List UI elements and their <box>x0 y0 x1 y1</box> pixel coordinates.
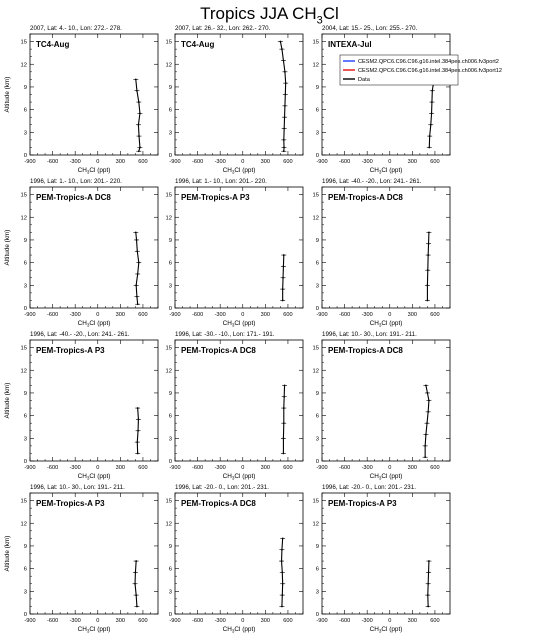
x-tick-label: -600 <box>338 159 351 165</box>
x-tick-label: 0 <box>241 159 245 165</box>
y-tick-label: 9 <box>315 543 319 550</box>
data-point <box>284 116 286 118</box>
data-point <box>136 606 138 608</box>
y-tick-label: 3 <box>168 436 172 443</box>
y-tick-label: 6 <box>315 566 319 573</box>
panel-7 <box>4 331 158 481</box>
panel-header: 1996, Lat: -20.- 0., Lon: 201.- 231. <box>175 484 269 491</box>
y-tick-label: 3 <box>315 130 319 137</box>
data-point <box>135 572 137 574</box>
data-point <box>283 422 285 424</box>
x-axis-label: $CH_3Cl$ (ppt) <box>77 473 111 481</box>
campaign-label: TC4-Aug <box>36 40 70 49</box>
data-point <box>424 445 426 447</box>
x-tick-label: 0 <box>96 618 100 624</box>
y-tick-label: 0 <box>23 459 27 465</box>
data-point <box>431 90 433 92</box>
plot-frame <box>30 340 158 461</box>
y-tick-label: 9 <box>315 390 319 397</box>
y-tick-label: 15 <box>312 192 319 199</box>
campaign-label: PEM-Tropics-A DC8 <box>328 193 403 202</box>
campaign-label: PEM-Tropics-A DC8 <box>36 193 111 202</box>
data-point <box>283 147 285 149</box>
panel-header: 1996, Lat: 10.- 30., Lon: 191.- 211. <box>322 331 417 338</box>
panel-4 <box>4 178 158 328</box>
x-tick-label: -900 <box>169 465 181 471</box>
panel-header: 2004, Lat: 15.- 25., Lon: 255.- 270. <box>322 25 418 32</box>
legend <box>340 55 502 85</box>
y-tick-label: 6 <box>168 260 172 267</box>
y-tick-label: 6 <box>315 260 319 267</box>
data-point <box>137 273 139 275</box>
y-tick-label: 6 <box>23 566 27 573</box>
x-tick-label: 0 <box>388 465 392 471</box>
data-point <box>283 139 285 141</box>
data-point <box>282 277 284 279</box>
data-point <box>430 124 432 126</box>
y-tick-label: 9 <box>23 84 27 91</box>
y-tick-label: 15 <box>165 498 172 505</box>
x-tick-label: -900 <box>316 618 328 624</box>
data-point <box>137 430 139 432</box>
x-tick-label: -300 <box>69 312 81 318</box>
x-tick-label: 0 <box>241 312 245 318</box>
x-tick-label: -600 <box>191 465 204 471</box>
y-tick-label: 3 <box>315 283 319 290</box>
plot-frame <box>322 187 450 308</box>
y-tick-label: 15 <box>312 498 319 505</box>
data-point <box>284 105 286 107</box>
panel-header: 1996, Lat: 1.- 10., Lon: 201.- 220. <box>175 178 267 185</box>
x-tick-label: 0 <box>388 618 392 624</box>
data-point <box>282 537 284 539</box>
y-tick-label: 3 <box>315 589 319 596</box>
y-tick-label: 6 <box>168 107 172 114</box>
campaign-label: INTEXA-Jul <box>328 40 372 49</box>
x-tick-label: -900 <box>316 312 328 318</box>
y-axis-label: Altitude (km) <box>4 229 11 266</box>
data-series-line <box>136 232 139 304</box>
x-tick-label: 300 <box>115 618 126 624</box>
x-tick-label: 300 <box>115 159 126 165</box>
y-tick-label: 6 <box>168 413 172 420</box>
x-tick-label: 300 <box>115 312 126 318</box>
y-tick-label: 15 <box>165 345 172 352</box>
x-tick-label: -900 <box>24 159 36 165</box>
data-point <box>135 231 137 233</box>
x-tick-label: 300 <box>115 465 126 471</box>
y-tick-label: 6 <box>168 566 172 573</box>
campaign-label: PEM-Tropics-A DC8 <box>181 499 256 508</box>
panel-header: 2007, Lat: 4.- 10., Lon: 272.- 278. <box>30 25 122 32</box>
x-tick-label: -300 <box>361 465 373 471</box>
data-point <box>135 560 137 562</box>
x-tick-label: -900 <box>169 618 181 624</box>
panel-10 <box>4 484 158 634</box>
y-tick-label: 9 <box>23 543 27 550</box>
data-point <box>281 606 283 608</box>
x-tick-label: 600 <box>283 159 293 165</box>
data-point <box>134 583 136 585</box>
y-tick-label: 15 <box>20 192 27 199</box>
x-tick-label: -600 <box>191 618 204 624</box>
panel-1 <box>4 25 158 175</box>
data-point <box>138 150 140 152</box>
y-axis-label: Altitude (km) <box>4 76 11 113</box>
data-point <box>281 48 283 50</box>
data-point <box>282 300 284 302</box>
y-tick-label: 12 <box>165 368 172 375</box>
data-point <box>281 549 283 551</box>
y-tick-label: 3 <box>168 589 172 596</box>
data-point <box>283 437 285 439</box>
y-axis-label: Altitude (km) <box>4 535 11 572</box>
x-tick-label: -300 <box>361 312 373 318</box>
data-point <box>284 384 286 386</box>
x-tick-label: -600 <box>191 159 204 165</box>
panel-header: 1996, Lat: -40.- -20., Lon: 241.- 261. <box>30 331 130 338</box>
y-tick-label: 0 <box>23 306 27 312</box>
x-tick-label: -300 <box>69 465 81 471</box>
y-tick-label: 12 <box>312 62 319 69</box>
y-tick-label: 9 <box>23 390 27 397</box>
y-tick-label: 12 <box>165 62 172 69</box>
plot-frame <box>322 34 450 155</box>
data-point <box>139 147 141 149</box>
y-tick-label: 15 <box>312 39 319 46</box>
legend-label: CESM2.QPC6.C96.C96.g16.intel.384pes.ch006.fv3port12 <box>358 68 502 75</box>
y-tick-label: 12 <box>20 62 27 69</box>
x-tick-label: -600 <box>46 312 59 318</box>
y-tick-label: 12 <box>20 215 27 222</box>
y-tick-label: 6 <box>23 107 27 114</box>
x-axis-label: $CH_3Cl$ (ppt) <box>369 473 403 481</box>
y-tick-label: 15 <box>312 345 319 352</box>
y-tick-label: 0 <box>315 153 319 159</box>
x-tick-label: 600 <box>430 465 440 471</box>
y-tick-label: 9 <box>168 390 172 397</box>
x-tick-label: -900 <box>169 159 181 165</box>
data-point <box>138 124 140 126</box>
x-tick-label: 600 <box>138 312 148 318</box>
x-axis-label: $CH_3Cl$ (ppt) <box>369 320 403 328</box>
x-tick-label: 600 <box>430 312 440 318</box>
y-tick-label: 3 <box>315 436 319 443</box>
data-point <box>138 101 140 103</box>
x-axis-label: $CH_3Cl$ (ppt) <box>369 167 403 175</box>
y-tick-label: 9 <box>315 237 319 244</box>
data-point <box>427 284 429 286</box>
x-tick-label: -300 <box>214 465 226 471</box>
y-tick-label: 15 <box>20 39 27 46</box>
y-tick-label: 0 <box>315 306 319 312</box>
y-tick-label: 0 <box>168 306 172 312</box>
legend-label: CESM2.QPC6.C96.C96.g16.intel.384pes.ch006.fv3port2 <box>358 59 499 66</box>
data-point <box>427 583 429 585</box>
y-tick-label: 0 <box>168 612 172 618</box>
y-tick-label: 9 <box>23 237 27 244</box>
data-point <box>427 606 429 608</box>
x-tick-label: 600 <box>430 618 440 624</box>
y-tick-label: 15 <box>20 498 27 505</box>
plot-frame <box>30 493 158 614</box>
y-tick-label: 0 <box>23 612 27 618</box>
y-tick-label: 9 <box>315 84 319 91</box>
data-point <box>138 262 140 264</box>
x-tick-label: 300 <box>407 312 418 318</box>
y-tick-label: 12 <box>20 521 27 528</box>
x-tick-label: -600 <box>46 159 59 165</box>
x-tick-label: -300 <box>214 312 226 318</box>
x-tick-label: -600 <box>338 618 351 624</box>
y-tick-label: 0 <box>315 459 319 465</box>
x-tick-label: 600 <box>138 465 148 471</box>
data-point <box>137 303 139 305</box>
panel-header: 1996, Lat: 1.- 10., Lon: 201.- 220. <box>30 178 122 185</box>
data-point <box>427 254 429 256</box>
y-tick-label: 9 <box>168 84 172 91</box>
y-tick-label: 3 <box>23 283 27 290</box>
x-tick-label: 0 <box>96 159 100 165</box>
data-point <box>427 411 429 413</box>
panel-5 <box>166 178 303 328</box>
data-point <box>283 150 285 152</box>
data-point <box>136 90 138 92</box>
y-tick-label: 12 <box>312 521 319 528</box>
data-point <box>135 594 137 596</box>
y-tick-label: 3 <box>168 283 172 290</box>
plot-frame <box>30 187 158 308</box>
panel-header: 1996, Lat: -30.- -10., Lon: 171.- 191. <box>175 331 275 338</box>
y-tick-label: 0 <box>168 459 172 465</box>
data-point <box>426 422 428 424</box>
data-point <box>280 41 282 43</box>
y-tick-label: 9 <box>168 543 172 550</box>
data-point <box>428 147 430 149</box>
y-tick-label: 15 <box>165 192 172 199</box>
x-tick-label: 0 <box>388 159 392 165</box>
plot-frame <box>175 187 303 308</box>
data-point <box>285 82 287 84</box>
campaign-label: PEM-Tropics-A P3 <box>36 346 105 355</box>
panel-header: 1996, Lat: -40.- -20., Lon: 241.- 261. <box>322 178 422 185</box>
x-tick-label: -300 <box>361 618 373 624</box>
y-tick-label: 6 <box>23 413 27 420</box>
panel-9 <box>313 331 450 481</box>
data-point <box>281 572 283 574</box>
x-axis-label: $CH_3Cl$ (ppt) <box>77 320 111 328</box>
y-tick-label: 12 <box>165 521 172 528</box>
data-point <box>135 284 137 286</box>
y-tick-label: 12 <box>20 368 27 375</box>
data-point <box>283 60 285 62</box>
x-tick-label: 600 <box>430 159 440 165</box>
data-point <box>135 78 137 80</box>
data-point <box>283 453 285 455</box>
x-tick-label: 0 <box>241 618 245 624</box>
data-point <box>281 594 283 596</box>
panel-3 <box>313 25 450 175</box>
panel-8 <box>166 331 303 481</box>
campaign-label: PEM-Tropics-A P3 <box>328 499 397 508</box>
y-tick-label: 3 <box>23 589 27 596</box>
data-point <box>283 128 285 130</box>
data-point <box>428 572 430 574</box>
data-point <box>283 407 285 409</box>
x-tick-label: -900 <box>169 312 181 318</box>
data-series-line <box>427 232 429 300</box>
y-tick-label: 12 <box>312 215 319 222</box>
x-tick-label: -600 <box>338 312 351 318</box>
x-tick-label: 300 <box>260 465 271 471</box>
data-point <box>136 250 138 252</box>
x-tick-label: 300 <box>407 159 418 165</box>
y-axis-label: Altitude (km) <box>4 382 11 419</box>
y-tick-label: 0 <box>23 153 27 159</box>
data-point <box>428 243 430 245</box>
x-tick-label: 0 <box>388 312 392 318</box>
x-axis-label: $CH_3Cl$ (ppt) <box>222 167 256 175</box>
data-series-line <box>429 83 433 147</box>
data-point <box>428 560 430 562</box>
data-point <box>427 594 429 596</box>
campaign-label: PEM-Tropics-A DC8 <box>328 346 403 355</box>
panel-header: 1996, Lat: 10.- 30., Lon: 191.- 211. <box>30 484 125 491</box>
x-tick-label: -900 <box>24 312 36 318</box>
panel-12 <box>313 484 450 634</box>
data-point <box>425 434 427 436</box>
plot-frame <box>322 493 450 614</box>
campaign-label: PEM-Tropics-A P3 <box>181 193 250 202</box>
x-tick-label: -300 <box>361 159 373 165</box>
data-point <box>425 384 427 386</box>
data-point <box>427 300 429 302</box>
data-point <box>431 113 433 115</box>
y-tick-label: 6 <box>315 107 319 114</box>
y-tick-label: 3 <box>23 436 27 443</box>
panel-11 <box>166 484 303 634</box>
data-point <box>429 135 431 137</box>
campaign-label: PEM-Tropics-A DC8 <box>181 346 256 355</box>
y-tick-label: 3 <box>23 130 27 137</box>
x-axis-label: $CH_3Cl$ (ppt) <box>77 167 111 175</box>
data-point <box>136 239 138 241</box>
x-tick-label: 300 <box>260 312 271 318</box>
x-tick-label: 600 <box>283 312 293 318</box>
data-point <box>283 396 285 398</box>
x-tick-label: 600 <box>283 465 293 471</box>
data-point <box>284 94 286 96</box>
x-tick-label: -900 <box>316 465 328 471</box>
plot-frame <box>175 493 303 614</box>
x-tick-label: -300 <box>214 159 226 165</box>
x-tick-label: 600 <box>138 618 148 624</box>
data-point <box>138 419 140 421</box>
x-tick-label: -600 <box>46 465 59 471</box>
y-tick-label: 15 <box>165 39 172 46</box>
y-tick-label: 0 <box>315 612 319 618</box>
data-point <box>283 266 285 268</box>
x-tick-label: -600 <box>191 312 204 318</box>
data-point <box>283 254 285 256</box>
panel-header: 1996, Lat: -20.- 0., Lon: 201.- 231. <box>322 484 416 491</box>
data-point <box>137 453 139 455</box>
x-axis-label: $CH_3Cl$ (ppt) <box>77 626 111 634</box>
data-point <box>282 583 284 585</box>
data-point <box>428 231 430 233</box>
panel-6 <box>313 178 450 328</box>
y-tick-label: 6 <box>23 260 27 267</box>
x-tick-label: 0 <box>96 465 100 471</box>
y-tick-label: 6 <box>315 413 319 420</box>
x-tick-label: -300 <box>214 618 226 624</box>
panel-header: 2007, Lat: 26.- 32., Lon: 262.- 270. <box>175 25 271 32</box>
y-tick-label: 0 <box>168 153 172 159</box>
x-tick-label: -600 <box>338 465 351 471</box>
x-axis-label: $CH_3Cl$ (ppt) <box>222 320 256 328</box>
data-point <box>427 269 429 271</box>
x-tick-label: 300 <box>407 465 418 471</box>
x-tick-label: -900 <box>316 159 328 165</box>
x-tick-label: 300 <box>260 159 271 165</box>
data-point <box>138 135 140 137</box>
x-tick-label: -900 <box>24 465 36 471</box>
y-tick-label: 12 <box>312 368 319 375</box>
y-tick-label: 12 <box>165 215 172 222</box>
data-point <box>424 456 426 458</box>
x-tick-label: 300 <box>407 618 418 624</box>
campaign-label: PEM-Tropics-A P3 <box>36 499 105 508</box>
x-tick-label: 0 <box>241 465 245 471</box>
data-series-line <box>283 385 284 453</box>
data-point <box>136 441 138 443</box>
campaign-label: TC4-Aug <box>181 40 215 49</box>
x-tick-label: 600 <box>283 618 293 624</box>
data-point <box>431 101 433 103</box>
data-point <box>284 71 286 73</box>
y-tick-label: 15 <box>20 345 27 352</box>
data-point <box>282 288 284 290</box>
x-axis-label: $CH_3Cl$ (ppt) <box>222 626 256 634</box>
x-tick-label: 0 <box>96 312 100 318</box>
panel-2 <box>166 25 303 175</box>
data-point <box>137 407 139 409</box>
x-tick-label: -300 <box>69 618 81 624</box>
data-point <box>427 392 429 394</box>
x-tick-label: -900 <box>24 618 36 624</box>
data-series-line <box>280 42 285 152</box>
y-tick-label: 3 <box>168 130 172 137</box>
x-axis-label: $CH_3Cl$ (ppt) <box>369 626 403 634</box>
x-tick-label: 600 <box>138 159 148 165</box>
data-point <box>281 560 283 562</box>
x-tick-label: 300 <box>260 618 271 624</box>
x-tick-label: -300 <box>69 159 81 165</box>
data-point <box>136 296 138 298</box>
figure-title: Tropics JJA $CH_3Cl$ <box>200 4 339 27</box>
data-point <box>428 400 430 402</box>
x-axis-label: $CH_3Cl$ (ppt) <box>222 473 256 481</box>
data-point <box>139 113 141 115</box>
legend-label: Data <box>358 77 370 84</box>
y-tick-label: 9 <box>168 237 172 244</box>
x-tick-label: -600 <box>46 618 59 624</box>
